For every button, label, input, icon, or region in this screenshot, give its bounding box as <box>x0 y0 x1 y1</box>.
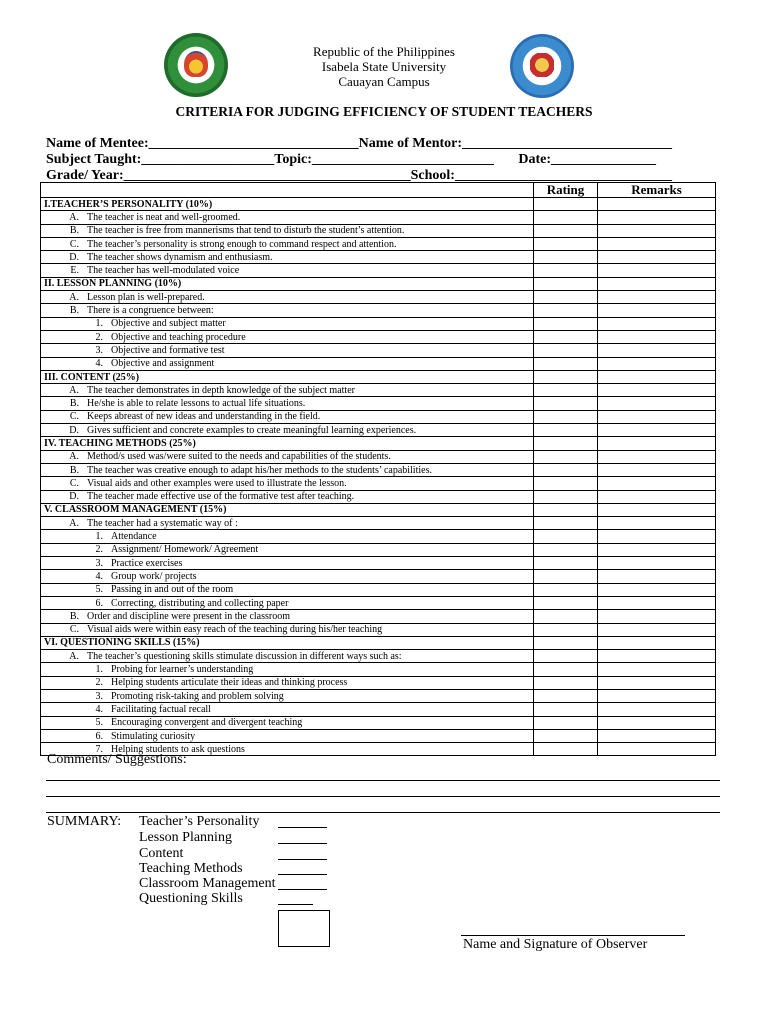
criterion-label: A. <box>69 384 79 396</box>
section-title: III. CONTENT (25%) <box>41 370 534 383</box>
remarks-cell[interactable] <box>598 610 716 623</box>
summary-personality: Teacher’s Personality <box>139 814 260 829</box>
criterion-text: The teacher is free from mannerisms that tend to disturb the student’s attention. <box>87 225 405 237</box>
criterion-label: B. <box>69 305 79 317</box>
criterion-row <box>41 517 716 530</box>
remarks-cell[interactable] <box>598 450 716 463</box>
rating-cell[interactable] <box>534 703 598 716</box>
criterion-text: Correcting, distributing and collecting paper <box>111 597 289 609</box>
score-personality-blank[interactable] <box>278 813 327 828</box>
criterion-label: A. <box>69 650 79 662</box>
comments-label: Comments/ Suggestions: <box>47 752 187 767</box>
criterion-cell <box>41 251 534 264</box>
section-title: VI. QUESTIONING SKILLS (15%) <box>41 636 534 649</box>
remarks-cell[interactable] <box>598 424 716 437</box>
remarks-cell[interactable] <box>598 663 716 676</box>
criterion-label: C. <box>69 238 79 250</box>
criterion-row <box>41 716 716 729</box>
remarks-cell[interactable] <box>598 251 716 264</box>
criterion-row <box>41 317 716 330</box>
criterion-text: Objective and teaching procedure <box>111 331 246 343</box>
criterion-text: Facilitating factual recall <box>111 703 211 715</box>
rating-cell[interactable] <box>534 570 598 583</box>
criterion-label: B. <box>69 464 79 476</box>
criterion-text: Probing for learner’s understanding <box>111 664 254 676</box>
table-header-row <box>41 183 716 198</box>
criterion-cell <box>41 703 534 716</box>
criterion-cell <box>41 317 534 330</box>
rating-cell[interactable] <box>534 663 598 676</box>
criterion-cell <box>41 623 534 636</box>
criterion-row <box>41 623 716 636</box>
criterion-row <box>41 663 716 676</box>
criterion-text: Promoting risk-taking and problem solving <box>111 690 284 702</box>
criterion-cell <box>41 729 534 742</box>
rating-cell[interactable] <box>534 330 598 343</box>
rating-cell[interactable] <box>534 344 598 357</box>
criterion-cell <box>41 570 534 583</box>
section-title: I.TEACHER’S PERSONALITY (10%) <box>41 198 534 211</box>
criterion-label: D. <box>69 251 79 263</box>
remarks-cell[interactable] <box>598 636 716 649</box>
score-teaching-methods-blank[interactable] <box>278 860 327 875</box>
total-score-box[interactable] <box>278 910 330 947</box>
rating-cell[interactable] <box>534 729 598 742</box>
criterion-label: C. <box>69 411 79 423</box>
criterion-cell <box>41 676 534 689</box>
criterion-row <box>41 490 716 503</box>
rating-cell[interactable] <box>534 264 598 277</box>
remarks-cell[interactable] <box>598 211 716 224</box>
criterion-row <box>41 650 716 663</box>
score-questioning-skills-blank[interactable] <box>278 890 313 905</box>
criterion-text: The teacher was creative enough to adapt his/her methods to the students’ capabilities. <box>87 464 432 476</box>
criterion-label: 1. <box>95 664 103 676</box>
criterion-text: Visual aids were within easy reach of the teaching during his/her teaching <box>87 624 383 636</box>
section-row <box>41 636 716 649</box>
criterion-row <box>41 596 716 609</box>
rating-cell[interactable] <box>534 450 598 463</box>
remarks-cell[interactable] <box>598 623 716 636</box>
criterion-label: 3. <box>95 690 103 702</box>
criterion-label: 2. <box>95 677 103 689</box>
criterion-row <box>41 264 716 277</box>
remarks-cell[interactable] <box>598 410 716 423</box>
remarks-cell[interactable] <box>598 330 716 343</box>
summary-content: Content <box>139 846 184 861</box>
rating-cell[interactable] <box>534 557 598 570</box>
criterion-text: Order and discipline were present in the classroom <box>87 610 290 622</box>
remarks-cell[interactable] <box>598 596 716 609</box>
criterion-row <box>41 211 716 224</box>
criterion-label: A. <box>69 517 79 529</box>
criterion-text: Keeps abreast of new ideas and understanding in the field. <box>87 411 321 423</box>
criterion-row <box>41 344 716 357</box>
rating-cell[interactable] <box>534 583 598 596</box>
criterion-label: D. <box>69 491 79 503</box>
summary-classroom-management: Classroom Management <box>139 876 276 891</box>
section-row <box>41 198 716 211</box>
criterion-label: 7. <box>95 743 103 755</box>
remarks-cell[interactable] <box>598 490 716 503</box>
criterion-text: Passing in and out of the room <box>111 584 234 596</box>
criterion-text: Visual aids and other examples were used to illustrate the lesson. <box>87 477 347 489</box>
criterion-label: E. <box>70 265 79 277</box>
rating-cell[interactable] <box>534 517 598 530</box>
criterion-text: Objective and subject matter <box>111 318 226 330</box>
criterion-row <box>41 729 716 742</box>
criterion-cell <box>41 490 534 503</box>
rating-cell[interactable] <box>534 437 598 450</box>
section-row <box>41 437 716 450</box>
remarks-cell[interactable] <box>598 370 716 383</box>
remarks-cell[interactable] <box>598 570 716 583</box>
mentee-mentor-line[interactable]: Name of Mentee:______________________________Name of Mentor:______________________________ <box>46 136 673 151</box>
remarks-cell[interactable] <box>598 676 716 689</box>
rating-cell[interactable] <box>534 397 598 410</box>
summary-teaching-methods: Teaching Methods <box>139 861 243 876</box>
criterion-row <box>41 543 716 556</box>
criterion-label: C. <box>69 477 79 489</box>
criterion-row <box>41 689 716 702</box>
rating-cell[interactable] <box>534 623 598 636</box>
subject-topic-date-line[interactable]: Subject Taught:___________________Topic:__________________________ Date:_______________ <box>46 152 657 167</box>
criterion-label: 1. <box>95 318 103 330</box>
remarks-header: Remarks <box>598 183 716 198</box>
section-row <box>41 370 716 383</box>
criterion-row <box>41 330 716 343</box>
criterion-text: Helping students to ask questions <box>111 743 245 755</box>
criterion-row <box>41 610 716 623</box>
remarks-cell[interactable] <box>598 517 716 530</box>
rating-cell[interactable] <box>534 463 598 476</box>
section-title: II. LESSON PLANNING (10%) <box>41 277 534 290</box>
rating-cell[interactable] <box>534 743 598 756</box>
rating-cell[interactable] <box>534 530 598 543</box>
remarks-cell[interactable] <box>598 543 716 556</box>
criterion-row <box>41 357 716 370</box>
criterion-cell <box>41 410 534 423</box>
criterion-label: B. <box>69 398 79 410</box>
criterion-row <box>41 477 716 490</box>
criterion-label: 6. <box>95 730 103 742</box>
criterion-text: Objective and assignment <box>111 358 215 370</box>
grade-school-line[interactable]: Grade/ Year:_________________________________________School:_______________________________ <box>46 168 672 183</box>
criterion-cell <box>41 716 534 729</box>
signature-line[interactable] <box>461 935 685 936</box>
remarks-cell[interactable] <box>598 650 716 663</box>
criterion-row <box>41 237 716 250</box>
criterion-cell <box>41 650 534 663</box>
comments-line-3[interactable] <box>46 812 720 813</box>
criterion-cell <box>41 397 534 410</box>
criterion-label: 5. <box>95 584 103 596</box>
remarks-cell[interactable] <box>598 463 716 476</box>
rating-cell[interactable] <box>534 716 598 729</box>
criteria-header <box>41 183 534 198</box>
criterion-text: There is a congruence between: <box>87 305 214 317</box>
summary-lesson-planning: Lesson Planning <box>139 830 232 845</box>
rating-cell[interactable] <box>534 477 598 490</box>
criterion-cell <box>41 583 534 596</box>
criterion-cell <box>41 224 534 237</box>
rating-cell[interactable] <box>534 237 598 250</box>
rating-cell[interactable] <box>534 384 598 397</box>
criterion-cell <box>41 663 534 676</box>
criterion-text: Helping students articulate their ideas and thinking process <box>111 677 348 689</box>
signature-label: Name and Signature of Observer <box>463 937 648 952</box>
criterion-row <box>41 410 716 423</box>
criterion-cell <box>41 543 534 556</box>
score-lesson-planning-blank[interactable] <box>278 829 327 844</box>
rating-cell[interactable] <box>534 424 598 437</box>
criterion-text: Attendance <box>111 531 157 543</box>
criterion-row <box>41 397 716 410</box>
criterion-cell <box>41 304 534 317</box>
criterion-cell <box>41 344 534 357</box>
criterion-row <box>41 384 716 397</box>
criterion-row <box>41 251 716 264</box>
criterion-row <box>41 557 716 570</box>
remarks-cell[interactable] <box>598 198 716 211</box>
rating-cell[interactable] <box>534 198 598 211</box>
rating-cell[interactable] <box>534 676 598 689</box>
criterion-label: A. <box>69 451 79 463</box>
remarks-cell[interactable] <box>598 224 716 237</box>
criterion-label: B. <box>69 225 79 237</box>
criterion-cell <box>41 450 534 463</box>
remarks-cell[interactable] <box>598 689 716 702</box>
criterion-text: Lesson plan is well-prepared. <box>87 291 205 303</box>
criterion-text: Practice exercises <box>111 557 183 569</box>
criterion-cell <box>41 237 534 250</box>
remarks-cell[interactable] <box>598 503 716 516</box>
rating-cell[interactable] <box>534 317 598 330</box>
criterion-text: Method/s used was/were suited to the needs and capabilities of the students. <box>87 451 391 463</box>
criterion-label: 2. <box>95 331 103 343</box>
criterion-row <box>41 424 716 437</box>
remarks-cell[interactable] <box>598 357 716 370</box>
criterion-row <box>41 676 716 689</box>
remarks-cell[interactable] <box>598 384 716 397</box>
rating-cell[interactable] <box>534 596 598 609</box>
criterion-row <box>41 583 716 596</box>
criterion-label: 4. <box>95 358 103 370</box>
criterion-cell <box>41 291 534 304</box>
criterion-text: Gives sufficient and concrete examples to create meaningful learning experiences. <box>87 424 417 436</box>
criterion-label: 3. <box>95 344 103 356</box>
rating-cell[interactable] <box>534 370 598 383</box>
criterion-cell <box>41 357 534 370</box>
comments-line-1[interactable] <box>46 780 720 781</box>
rating-cell[interactable] <box>534 211 598 224</box>
criterion-label: 6. <box>95 597 103 609</box>
remarks-cell[interactable] <box>598 277 716 290</box>
rating-cell[interactable] <box>534 277 598 290</box>
criterion-label: 4. <box>95 703 103 715</box>
criterion-cell <box>41 689 534 702</box>
rating-cell[interactable] <box>534 689 598 702</box>
criterion-label: 4. <box>95 570 103 582</box>
criterion-text: Group work/ projects <box>111 570 197 582</box>
section-row <box>41 277 716 290</box>
remarks-cell[interactable] <box>598 557 716 570</box>
remarks-cell[interactable] <box>598 703 716 716</box>
criterion-label: B. <box>69 610 79 622</box>
criterion-text: Stimulating curiosity <box>111 730 196 742</box>
criterion-cell <box>41 596 534 609</box>
remarks-cell[interactable] <box>598 729 716 742</box>
rating-cell[interactable] <box>534 610 598 623</box>
remarks-cell[interactable] <box>598 716 716 729</box>
remarks-cell[interactable] <box>598 530 716 543</box>
header-university: Isabela State University <box>321 59 447 74</box>
criterion-row <box>41 703 716 716</box>
criterion-cell <box>41 463 534 476</box>
criterion-cell <box>41 384 534 397</box>
criterion-row <box>41 224 716 237</box>
rating-cell[interactable] <box>534 650 598 663</box>
criterion-text: The teacher’s personality is strong enough to command respect and attention. <box>87 238 397 250</box>
criterion-label: A. <box>69 291 79 303</box>
form-title: CRITERIA FOR JUDGING EFFICIENCY OF STUDENT TEACHERS <box>175 104 593 119</box>
rating-cell[interactable] <box>534 490 598 503</box>
header-campus: Cauayan Campus <box>338 74 430 89</box>
criterion-label: D. <box>69 424 79 436</box>
criterion-label: A. <box>69 211 79 223</box>
criterion-cell <box>41 264 534 277</box>
rating-header: Rating <box>534 183 598 198</box>
criterion-row <box>41 530 716 543</box>
criterion-text: The teacher shows dynamism and enthusiasm. <box>87 251 273 263</box>
rating-cell[interactable] <box>534 291 598 304</box>
remarks-cell[interactable] <box>598 743 716 756</box>
rating-cell[interactable] <box>534 410 598 423</box>
criterion-row <box>41 570 716 583</box>
remarks-cell[interactable] <box>598 344 716 357</box>
criterion-cell <box>41 530 534 543</box>
rating-cell[interactable] <box>534 251 598 264</box>
criterion-cell <box>41 610 534 623</box>
criterion-label: 2. <box>95 544 103 556</box>
criterion-row <box>41 450 716 463</box>
criteria-table <box>40 182 716 756</box>
criterion-text: The teacher had a systematic way of : <box>87 517 238 529</box>
rating-cell[interactable] <box>534 304 598 317</box>
rating-cell[interactable] <box>534 503 598 516</box>
criterion-cell <box>41 517 534 530</box>
remarks-cell[interactable] <box>598 437 716 450</box>
criterion-text: The teacher made effective use of the formative test after teaching. <box>87 491 355 503</box>
header-republic: Republic of the Philippines <box>313 44 455 59</box>
criterion-row <box>41 304 716 317</box>
remarks-cell[interactable] <box>598 477 716 490</box>
rating-cell[interactable] <box>534 636 598 649</box>
criterion-cell <box>41 330 534 343</box>
criterion-text: Encouraging convergent and divergent teaching <box>111 717 303 729</box>
score-classroom-management-blank[interactable] <box>278 875 327 890</box>
rating-cell[interactable] <box>534 224 598 237</box>
criterion-row <box>41 291 716 304</box>
criterion-text: The teacher demonstrates in depth knowledge of the subject matter <box>87 384 355 396</box>
rating-cell[interactable] <box>534 543 598 556</box>
remarks-cell[interactable] <box>598 291 716 304</box>
remarks-cell[interactable] <box>598 264 716 277</box>
score-content-blank[interactable] <box>278 845 327 860</box>
rating-cell[interactable] <box>534 357 598 370</box>
criterion-label: C. <box>69 624 79 636</box>
criterion-cell <box>41 424 534 437</box>
criterion-row <box>41 463 716 476</box>
remarks-cell[interactable] <box>598 304 716 317</box>
criterion-text: Assignment/ Homework/ Agreement <box>111 544 259 556</box>
criterion-cell <box>41 477 534 490</box>
remarks-cell[interactable] <box>598 317 716 330</box>
section-row <box>41 503 716 516</box>
criterion-text: The teacher is neat and well-groomed. <box>87 211 241 223</box>
criterion-cell <box>41 211 534 224</box>
criterion-text: Objective and formative test <box>111 344 225 356</box>
criterion-label: 5. <box>95 717 103 729</box>
criterion-text: The teacher’s questioning skills stimulate discussion in different ways such as: <box>87 650 402 662</box>
comments-line-2[interactable] <box>46 796 720 797</box>
remarks-cell[interactable] <box>598 237 716 250</box>
criterion-label: 1. <box>95 531 103 543</box>
criterion-label: 3. <box>95 557 103 569</box>
criterion-text: The teacher has well-modulated voice <box>87 265 240 277</box>
section-title: IV. TEACHING METHODS (25%) <box>41 437 534 450</box>
section-title: V. CLASSROOM MANAGEMENT (15%) <box>41 503 534 516</box>
criterion-text: He/she is able to relate lessons to actual life situations. <box>87 398 306 410</box>
summary-questioning-skills: Questioning Skills <box>139 891 243 906</box>
remarks-cell[interactable] <box>598 397 716 410</box>
summary-label: SUMMARY: <box>47 814 122 829</box>
criterion-cell <box>41 557 534 570</box>
remarks-cell[interactable] <box>598 583 716 596</box>
